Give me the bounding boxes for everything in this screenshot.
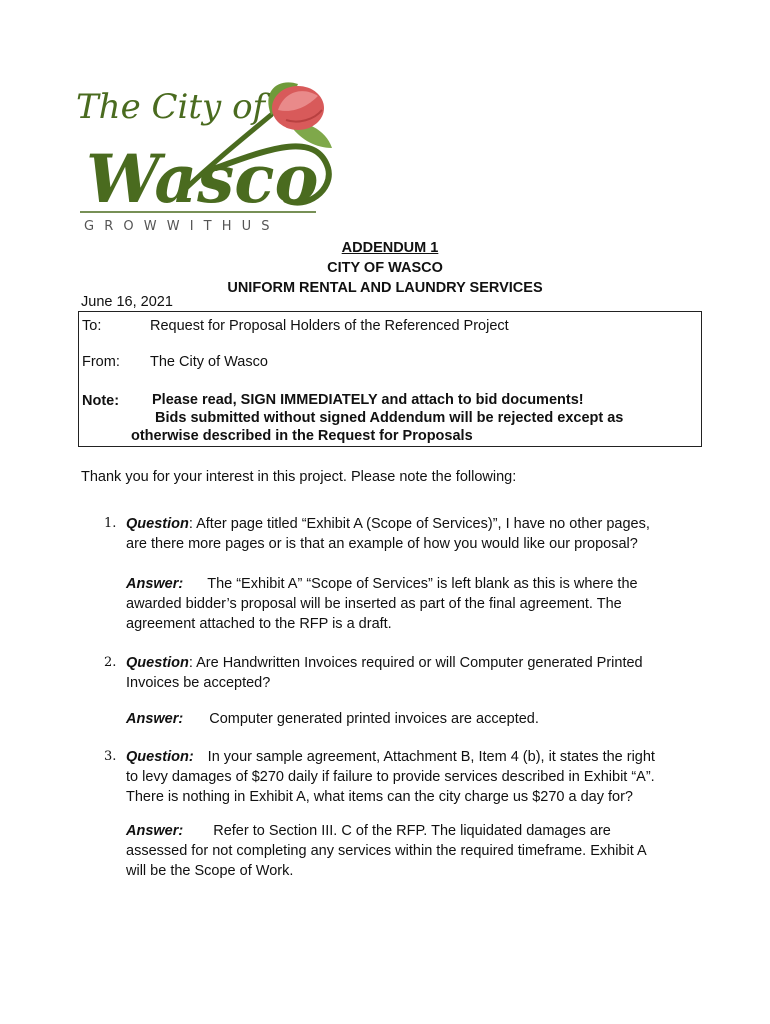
answer-line-2: awarded bidder’s proposal will be inserted as part of the final agreement. The: [126, 596, 622, 612]
question-line-2: are there more pages or is that an example of how you would like our proposal?: [126, 536, 638, 552]
answer-block: [126, 709, 706, 729]
answer-line-1: The “Exhibit A” “Scope of Services” is left blank as this is where the: [207, 576, 638, 592]
project-title: UNIFORM RENTAL AND LAUNDRY SERVICES: [227, 280, 543, 296]
question-line-2: Invoices be accepted?: [126, 675, 271, 691]
answer-block: [126, 574, 706, 634]
answer-line-3: will be the Scope of Work.: [126, 863, 294, 879]
answer-label: Answer:: [126, 576, 184, 592]
item-number: 1.: [104, 516, 117, 531]
question-line-1: : Are Handwritten Invoices required or will Computer generated Printed: [188, 655, 643, 671]
addendum-title: ADDENDUM 1: [341, 240, 439, 256]
logo-tagline: G R O W W I T H U S: [84, 219, 273, 234]
question-block: [126, 514, 706, 554]
memo-box: [78, 311, 702, 447]
note-line-3: otherwise described in the Request for Proposals: [131, 428, 473, 444]
question-line-2: to levy damages of $270 daily if failure to provide services described in Exhibit “A”.: [126, 769, 655, 785]
logo-graphic: [66, 70, 348, 238]
question-block: [126, 653, 706, 693]
answer-line-2: assessed for not completing any services within the required timeframe. Exhibit A: [126, 843, 647, 859]
to-value: Request for Proposal Holders of the Referenced Project: [150, 318, 509, 334]
answer-line-1: Refer to Section III. C of the RFP. The liquidated damages are: [213, 823, 611, 839]
question-line-3: There is nothing in Exhibit A, what items can the city charge us $270 a day for?: [126, 789, 633, 805]
logo-line1: The City of: [76, 87, 266, 127]
question-line-1: In your sample agreement, Attachment B, Item 4 (b), it states the right: [207, 749, 655, 765]
from-label: From:: [82, 354, 120, 370]
question-label: Question: [126, 655, 189, 671]
answer-label: Answer:: [126, 823, 184, 839]
note-line-1: Please read, SIGN IMMEDIATELY and attach to bid documents!: [152, 392, 584, 408]
item-number: 2.: [104, 655, 117, 670]
question-block: [126, 747, 706, 807]
addendum-date: June 16, 2021: [81, 294, 173, 310]
city-of-wasco-logo: [66, 70, 348, 238]
note-label: Note:: [82, 393, 120, 409]
logo-line2: Wasco: [86, 140, 319, 218]
question-label: Question: [126, 516, 189, 532]
answer-label: Answer:: [126, 711, 184, 727]
city-title: CITY OF WASCO: [327, 260, 443, 276]
question-line-1: : After page titled “Exhibit A (Scope of Services)”, I have no other pages,: [188, 516, 650, 532]
from-value: The City of Wasco: [150, 354, 268, 370]
item-number: 3.: [104, 749, 117, 764]
answer-line-1: Computer generated printed invoices are accepted.: [209, 711, 539, 727]
answer-line-3: agreement attached to the RFP is a draft.: [126, 616, 392, 632]
to-label: To:: [82, 318, 102, 334]
addendum-heading: [0, 238, 770, 298]
answer-block: [126, 821, 706, 881]
note-line-2: Bids submitted without signed Addendum will be rejected except as: [155, 410, 624, 426]
intro-text: Thank you for your interest in this project. Please note the following:: [81, 469, 517, 485]
question-label: Question:: [126, 749, 194, 765]
